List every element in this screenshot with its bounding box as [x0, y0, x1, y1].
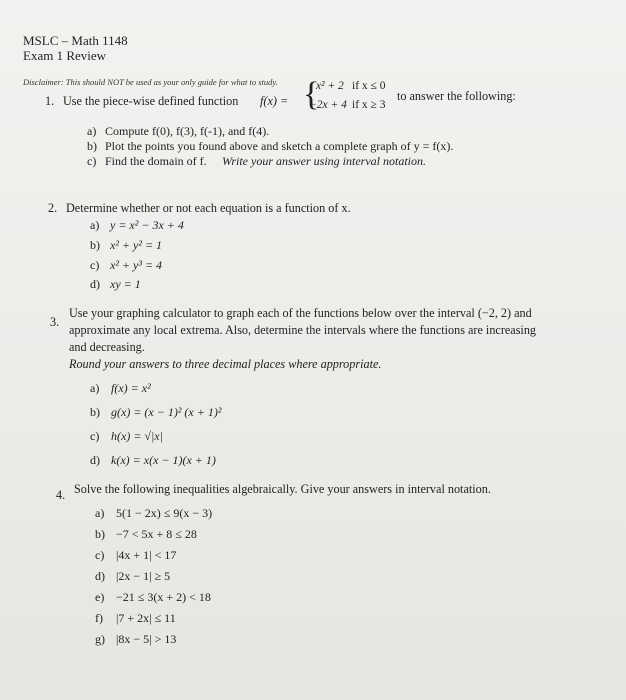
- q4e-label: e): [95, 590, 105, 604]
- q1c-note: Write your answer using interval notation.: [222, 154, 426, 168]
- q2b-text: x² + y² = 1: [110, 238, 163, 252]
- q2c-text: x² + y³ = 4: [110, 258, 163, 272]
- q2d-text: xy = 1: [110, 277, 141, 291]
- q3c-text: h(x) = √|x|: [111, 429, 163, 443]
- q3a-label: a): [90, 381, 100, 395]
- q1-case1-cond: if x ≤ 0: [352, 80, 386, 92]
- q3-line3: and decreasing.: [69, 340, 145, 354]
- page-title: Exam 1 Review: [23, 48, 107, 63]
- disclaimer: Disclaimer: This should NOT be used as your only guide for what to study.: [23, 77, 278, 87]
- q4d-label: d): [95, 569, 105, 583]
- q1c-label: c): [87, 154, 97, 168]
- q1-number: 1.: [45, 94, 55, 108]
- q3b-label: b): [90, 405, 100, 419]
- q2d-label: d): [90, 277, 100, 291]
- q4b-label: b): [95, 527, 105, 541]
- q4e-text: −21 ≤ 3(x + 2) < 18: [116, 590, 211, 604]
- q2a-text: y = x² − 3x + 4: [110, 218, 184, 232]
- q1-case2-expr: −2x + 4: [309, 99, 347, 111]
- q1b-text: Plot the points you found above and sketch a complete graph of y = f(x).: [105, 139, 454, 153]
- q3-line2: approximate any local extrema. Also, determine the intervals where the functions are increasing: [69, 323, 537, 337]
- q4c-label: c): [95, 548, 105, 562]
- q2c-label: c): [90, 258, 100, 272]
- q4f-label: f): [95, 611, 103, 625]
- q3-number: 3.: [50, 315, 60, 329]
- q4c-text: |4x + 1| < 17: [116, 548, 177, 562]
- q3c-label: c): [90, 429, 100, 443]
- q3a-text: f(x) = x²: [111, 381, 151, 395]
- piecewise-brace: {: [303, 76, 320, 113]
- q4a-label: a): [95, 506, 105, 520]
- q3d-text: k(x) = x(x − 1)(x + 1): [111, 453, 216, 467]
- q4g-text: |8x − 5| > 13: [116, 632, 177, 646]
- q2b-label: b): [90, 238, 100, 252]
- q1a-label: a): [87, 124, 97, 138]
- q4-number: 4.: [56, 488, 66, 502]
- q1a-text: Compute f(0), f(3), f(-1), and f(4).: [105, 124, 270, 138]
- q4g-label: g): [95, 632, 105, 646]
- q2-number: 2.: [48, 201, 58, 215]
- course-name: MSLC – Math 1148: [23, 33, 128, 48]
- q2a-label: a): [90, 218, 100, 232]
- q3-note: Round your answers to three decimal places where appropriate.: [69, 357, 382, 371]
- q1b-label: b): [87, 139, 97, 153]
- q1-case1-expr: x² + 2: [316, 80, 344, 92]
- q4a-text: 5(1 − 2x) ≤ 9(x − 3): [116, 506, 213, 520]
- q1-function-name: f(x) =: [260, 94, 289, 108]
- q1-lead: Use the piece-wise defined function: [63, 94, 239, 108]
- q1-case2-cond: if x ≥ 3: [352, 99, 386, 111]
- q3b-text: g(x) = (x − 1)² (x + 1)²: [111, 405, 222, 419]
- q4d-text: |2x − 1| ≥ 5: [116, 569, 171, 583]
- q4-text: Solve the following inequalities algebraically. Give your answers in interval notation.: [74, 482, 491, 496]
- q2-text: Determine whether or not each equation is a function of x.: [66, 201, 351, 215]
- q3-line1: Use your graphing calculator to graph each of the functions below over the interval (−2, 2) and: [69, 306, 532, 320]
- q4b-text: −7 < 5x + 8 ≤ 28: [116, 527, 197, 541]
- q4f-text: |7 + 2x| ≤ 11: [116, 611, 176, 625]
- q3d-label: d): [90, 453, 100, 467]
- q1-tail: to answer the following:: [397, 89, 516, 103]
- q1c-text: Find the domain of f.: [105, 154, 207, 168]
